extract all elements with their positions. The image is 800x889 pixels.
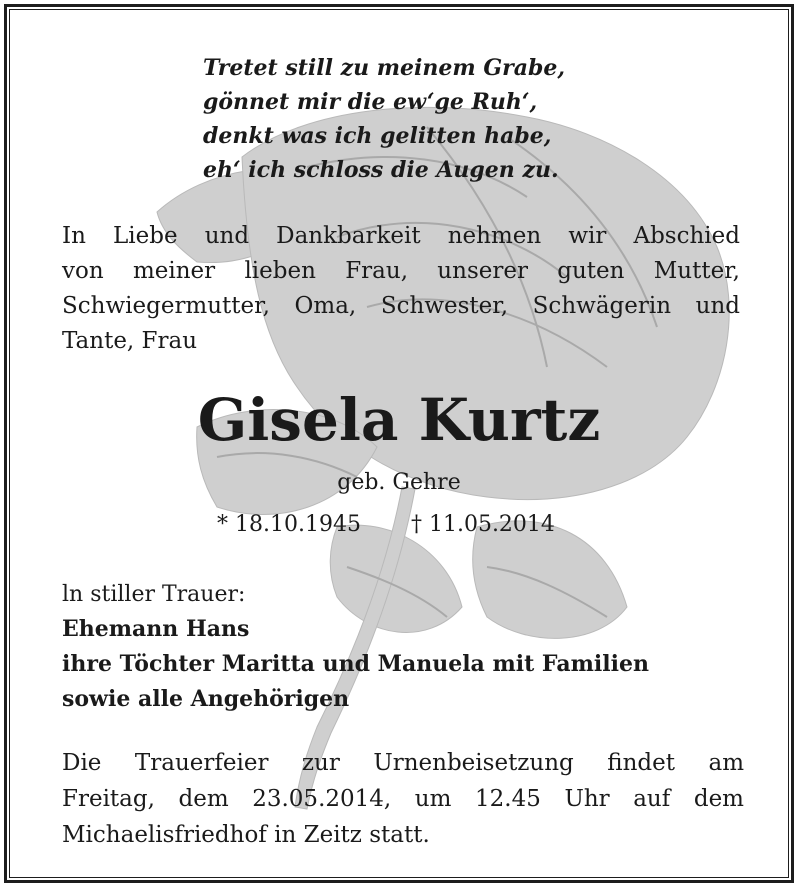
service-line: Die Trauerfeier zur Urnenbeisetzung findet am — [62, 750, 744, 776]
death-date: † 11.05.2014 — [410, 512, 555, 537]
mourner-line: ihre Töchter Maritta und Manuela mit Familien — [62, 651, 649, 677]
intro-line: In Liebe und Dankbarkeit nehmen wir Abschied — [62, 223, 740, 249]
service-info — [62, 745, 744, 853]
intro-line: Schwiegermutter, Oma, Schwester, Schwägerin und — [62, 293, 740, 319]
birth-date: * 18.10.1945 — [217, 512, 361, 537]
intro-line: Tante, Frau — [62, 328, 198, 354]
birth-name: geb. Gehre — [337, 470, 461, 495]
life-dates — [217, 509, 555, 541]
deceased-name: Gisela Kurtz — [197, 386, 601, 454]
service-line: Michaelisfriedhof in Zeitz statt. — [62, 822, 430, 848]
intro-text — [62, 219, 740, 359]
obituary-frame — [4, 4, 794, 883]
mourners-heading: ln stiller Trauer: — [62, 582, 246, 607]
mourner-line: sowie alle Angehörigen — [62, 686, 350, 712]
poem-line: gönnet mir die ew‘ge Ruh‘, — [203, 89, 538, 115]
intro-line: von meiner lieben Frau, unserer guten Mutter, — [62, 258, 740, 284]
poem — [203, 51, 565, 187]
poem-line: eh‘ ich schloss die Augen zu. — [203, 157, 559, 183]
service-line: Freitag, dem 23.05.2014, um 12.45 Uhr auf dem — [62, 786, 744, 812]
mourners — [62, 577, 649, 717]
poem-line: denkt was ich gelitten habe, — [203, 123, 552, 149]
mourner-line: Ehemann Hans — [62, 616, 250, 642]
poem-line: Tretet still zu meinem Grabe, — [203, 55, 566, 81]
